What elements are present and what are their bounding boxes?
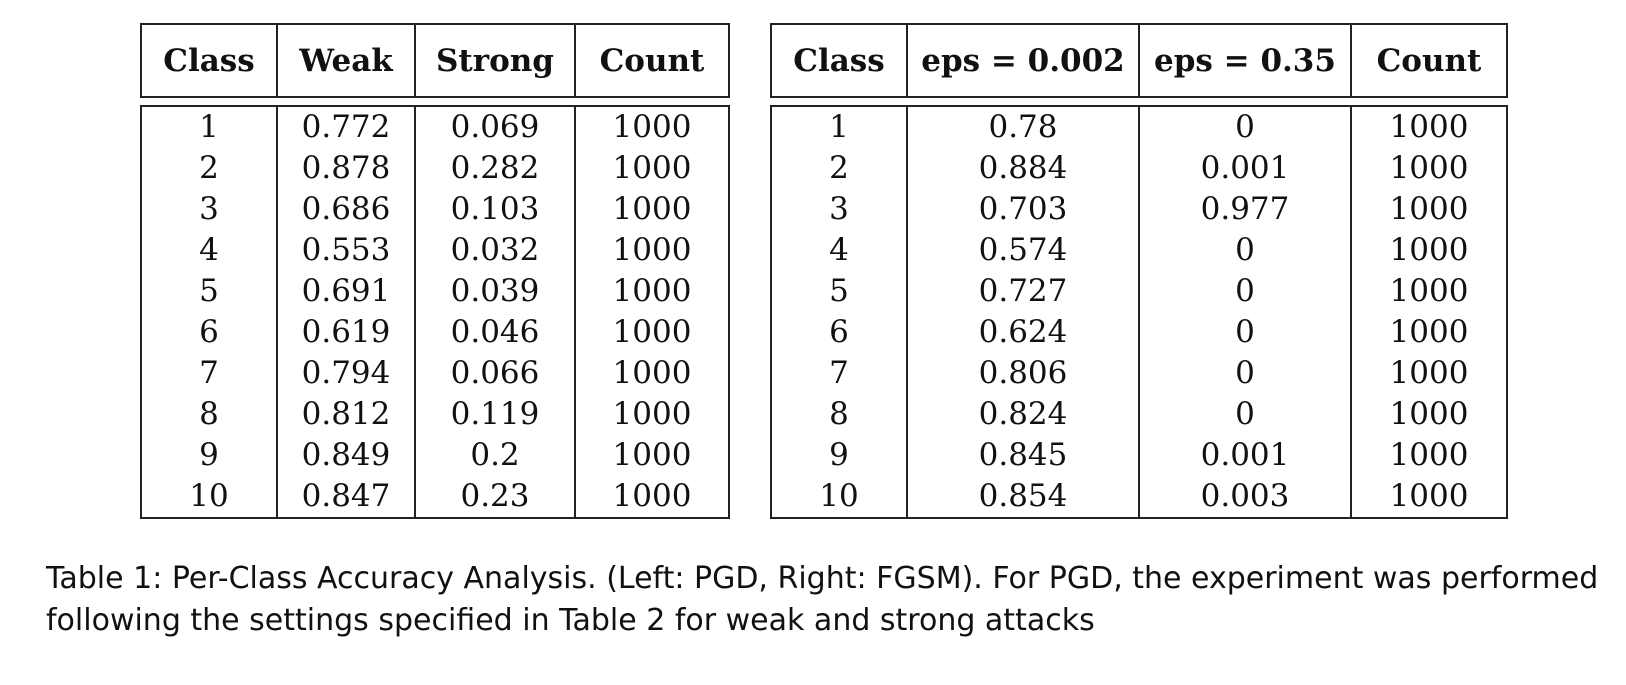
table-row: 6 0.624 0 1000 — [771, 312, 1507, 353]
header-strong: Strong — [415, 24, 575, 97]
table-row: 2 0.878 0.282 1000 — [141, 148, 729, 189]
fgsm-accuracy-table — [770, 23, 1508, 519]
table-row: 1 0.772 0.069 1000 — [141, 106, 729, 148]
table-row: 10 0.854 0.003 1000 — [771, 476, 1507, 518]
table-row: 3 0.703 0.977 1000 — [771, 189, 1507, 230]
table-row: 5 0.727 0 1000 — [771, 271, 1507, 312]
header-weak: Weak — [277, 24, 415, 97]
table-row: 4 0.553 0.032 1000 — [141, 230, 729, 271]
header-eps-large: eps = 0.35 — [1139, 24, 1351, 97]
table-row: 10 0.847 0.23 1000 — [141, 476, 729, 518]
header-eps-small: eps = 0.002 — [907, 24, 1139, 97]
header-separator — [771, 97, 1507, 106]
table-row: 1 0.78 0 1000 — [771, 106, 1507, 148]
table-row: 7 0.806 0 1000 — [771, 353, 1507, 394]
pgd-accuracy-table — [140, 23, 730, 519]
fgsm-table-body — [771, 106, 1507, 518]
table-row: 5 0.691 0.039 1000 — [141, 271, 729, 312]
table-header-row — [141, 24, 729, 97]
table-row: 2 0.884 0.001 1000 — [771, 148, 1507, 189]
table-row: 9 0.849 0.2 1000 — [141, 435, 729, 476]
table-row: 4 0.574 0 1000 — [771, 230, 1507, 271]
table-caption: Table 1: Per-Class Accuracy Analysis. (Left: PGD, Right: FGSM). For PGD, the experiment was performed following the settings specified in Table 2 for weak and strong attacks — [46, 561, 1599, 638]
table-row: 7 0.794 0.066 1000 — [141, 353, 729, 394]
table-header-row — [771, 24, 1507, 97]
table-row: 8 0.824 0 1000 — [771, 394, 1507, 435]
header-separator — [141, 97, 729, 106]
table-row: 3 0.686 0.103 1000 — [141, 189, 729, 230]
table-row: 6 0.619 0.046 1000 — [141, 312, 729, 353]
header-class: Class — [771, 24, 907, 97]
table-row: 9 0.845 0.001 1000 — [771, 435, 1507, 476]
header-count: Count — [1351, 24, 1507, 97]
pgd-table-body — [141, 106, 729, 518]
header-count: Count — [575, 24, 729, 97]
table-row: 8 0.812 0.119 1000 — [141, 394, 729, 435]
header-class: Class — [141, 24, 277, 97]
